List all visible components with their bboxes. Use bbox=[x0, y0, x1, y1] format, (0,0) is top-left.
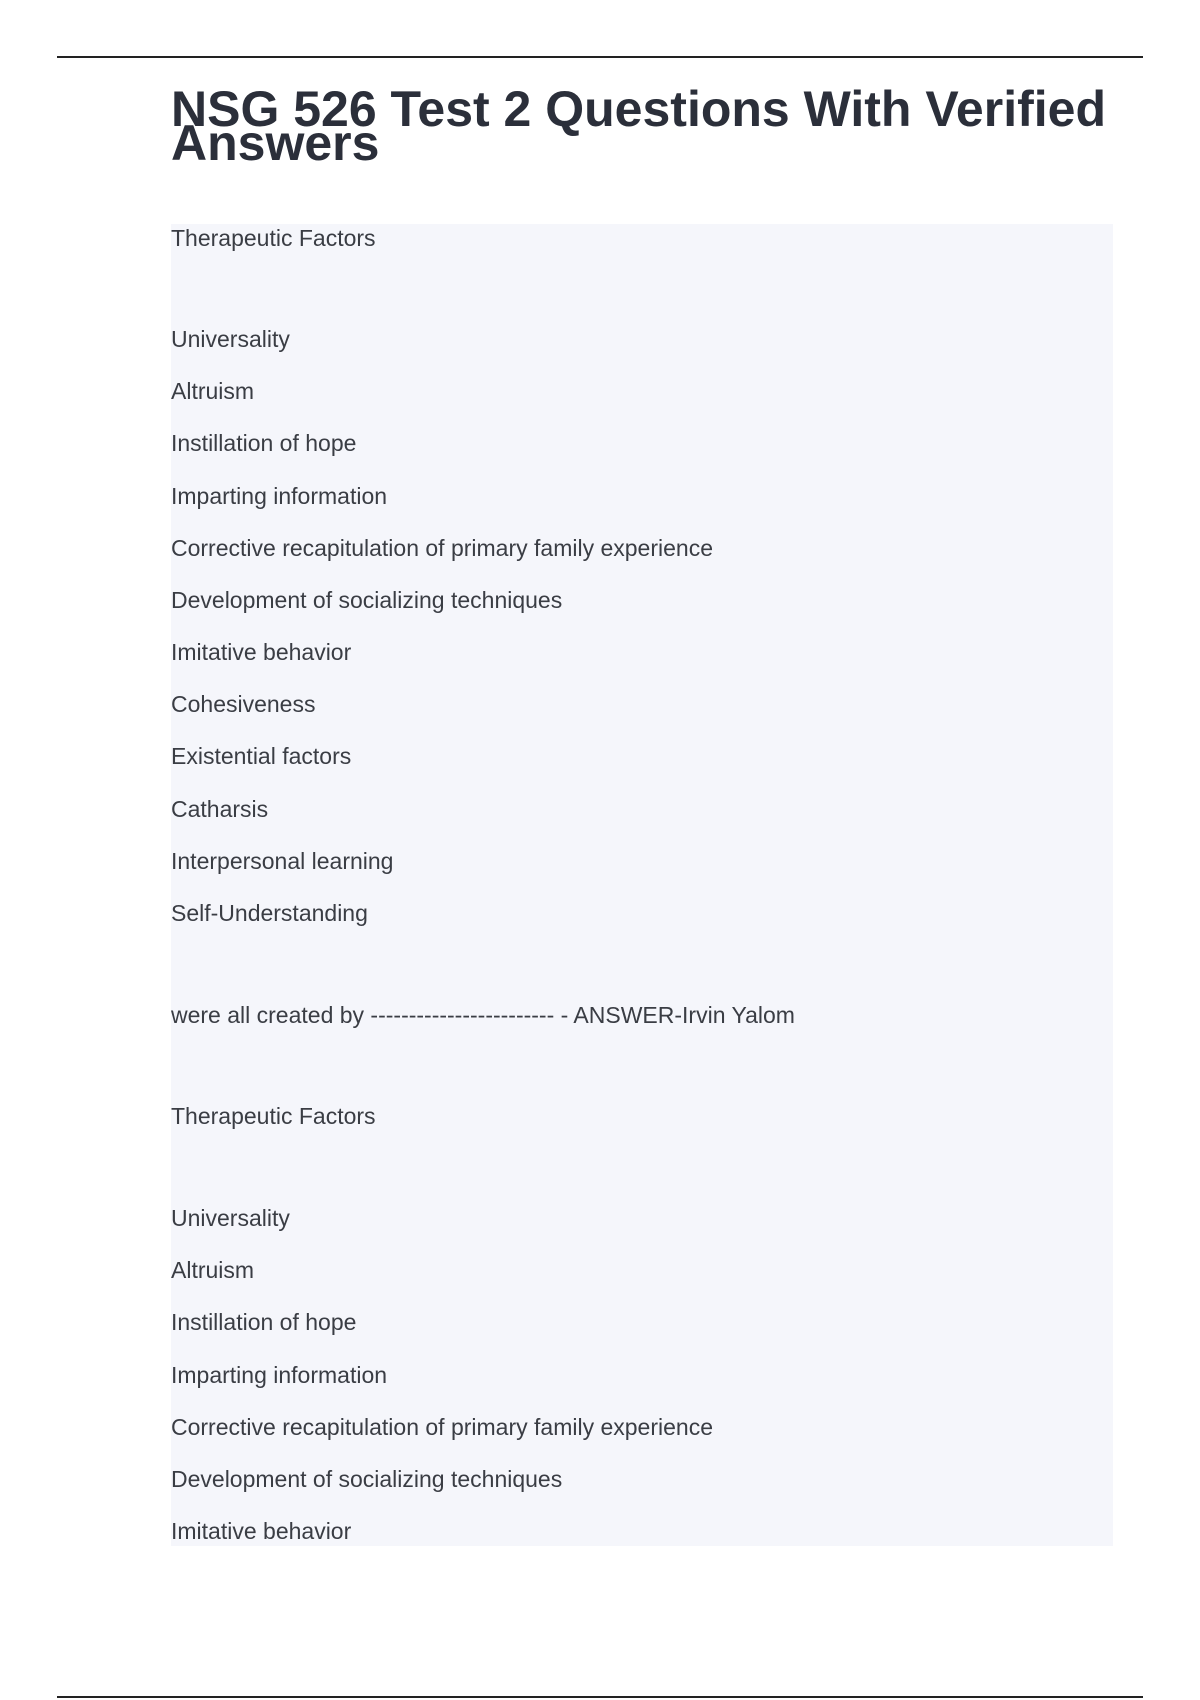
factor-item: Imparting information bbox=[171, 483, 388, 509]
factor-item: Imparting information bbox=[171, 1362, 388, 1388]
factor-item: Cohesiveness bbox=[171, 691, 316, 717]
top-divider bbox=[57, 56, 1143, 58]
factor-item: Altruism bbox=[171, 1257, 255, 1283]
factor-item: Interpersonal learning bbox=[171, 848, 394, 874]
factor-item: Development of socializing techniques bbox=[171, 587, 563, 613]
question-with-answer: were all created by ------------------------ - ANSWER-Irvin Yalom bbox=[171, 1002, 795, 1028]
factor-item: Self-Understanding bbox=[171, 900, 368, 926]
factor-item: Development of socializing techniques bbox=[171, 1466, 563, 1492]
section-heading: Therapeutic Factors bbox=[171, 1103, 376, 1129]
factor-item: Imitative behavior bbox=[171, 1518, 352, 1544]
factor-item: Universality bbox=[171, 326, 290, 352]
bottom-divider bbox=[57, 1696, 1143, 1698]
factor-item: Instillation of hope bbox=[171, 430, 357, 456]
factor-item: Imitative behavior bbox=[171, 639, 352, 665]
factor-item: Universality bbox=[171, 1205, 290, 1231]
factor-item: Altruism bbox=[171, 378, 255, 404]
factor-item: Existential factors bbox=[171, 743, 352, 769]
document-title: NSG 526 Test 2 Questions With Verified Answers bbox=[171, 81, 1106, 171]
question-answer-block bbox=[171, 224, 1113, 1546]
factor-item: Instillation of hope bbox=[171, 1309, 357, 1335]
factor-item: Corrective recapitulation of primary family experience bbox=[171, 535, 713, 561]
section-heading: Therapeutic Factors bbox=[171, 225, 376, 251]
factor-item: Catharsis bbox=[171, 796, 269, 822]
factor-item: Corrective recapitulation of primary family experience bbox=[171, 1414, 713, 1440]
